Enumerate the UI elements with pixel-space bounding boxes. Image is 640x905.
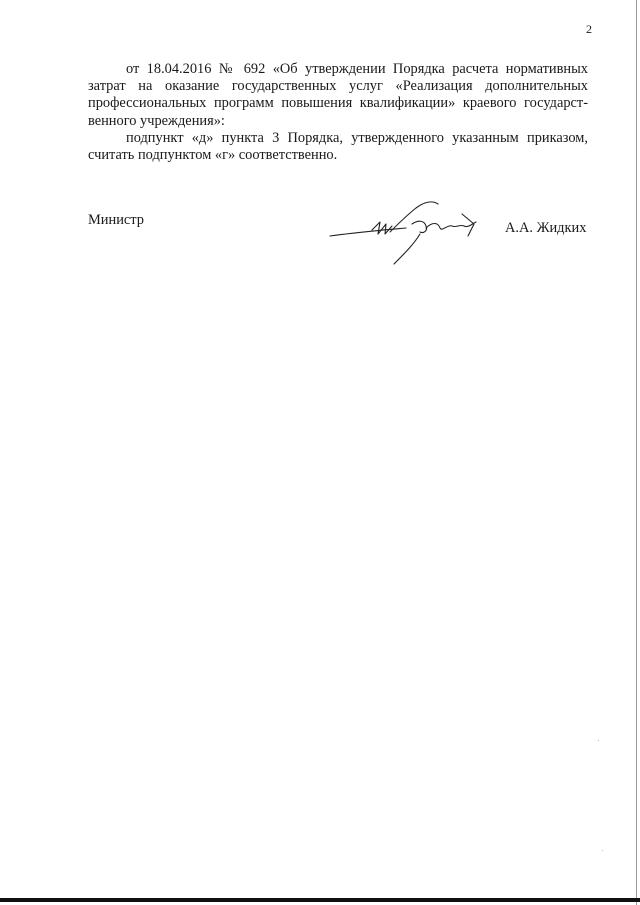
scan-speck: [602, 850, 603, 851]
signer-name: А.А. Жидких: [505, 220, 587, 236]
handwritten-signature: [328, 194, 498, 268]
page-number: 2: [586, 22, 592, 36]
paragraph-order-reference: от 18.04.2016 № 692 «Об утверждении Порядка расчета нормативных затрат на оказание государственных услуг «Реализация дополнительных профессиональных программ повышения квалификации» краевого государст-венного учреждения»:: [88, 61, 588, 129]
scan-edge-bottom: [0, 898, 640, 902]
signature-block: [0, 190, 640, 270]
scan-edge-right: [636, 0, 637, 905]
document-body: [88, 61, 588, 164]
scan-speck: [598, 740, 599, 741]
signer-position: Министр: [88, 212, 144, 228]
paragraph-subpoint-change: подпункт «д» пункта 3 Порядка, утвержденного указанным приказом, считать подпунктом «г» соответственно.: [88, 129, 588, 164]
